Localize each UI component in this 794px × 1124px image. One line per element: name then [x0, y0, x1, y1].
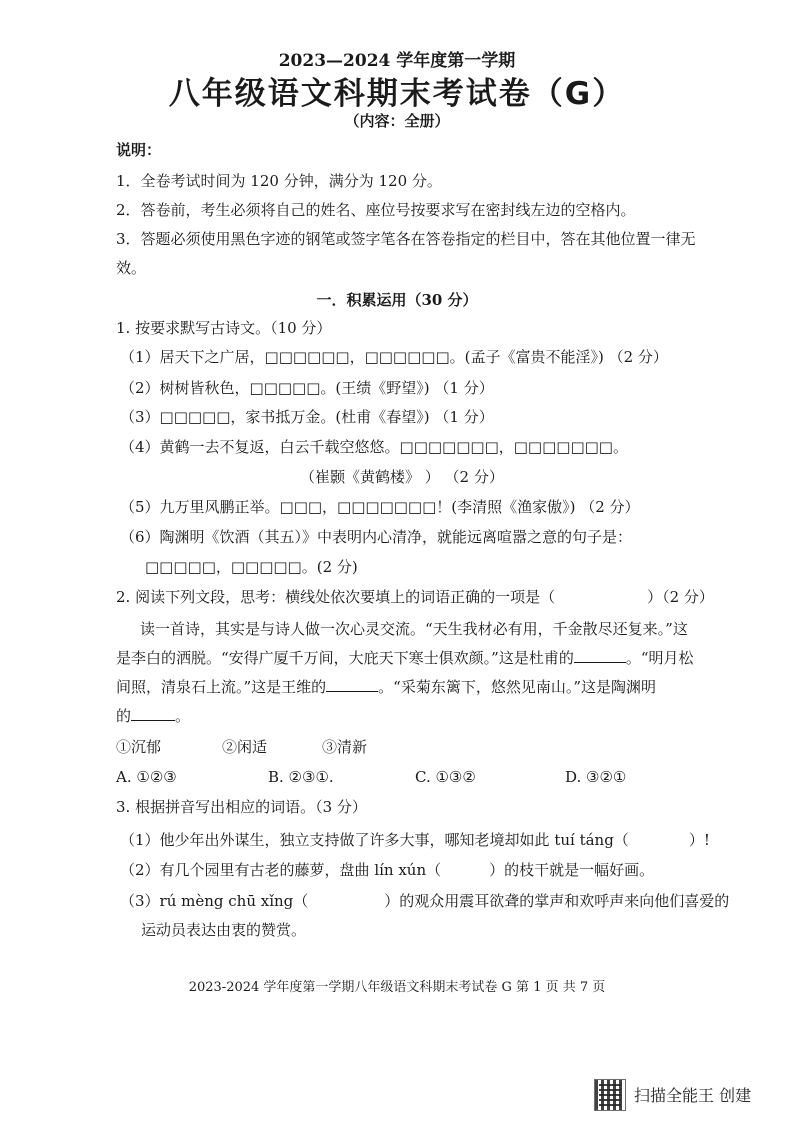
fill-blank[interactable] [131, 706, 175, 721]
passage-line [116, 677, 656, 697]
word-choice: ③清新 [322, 738, 368, 756]
scanner-watermark [594, 1079, 784, 1111]
question-3-title: 3. 根据拼音写出相应的词语。（3 分） [116, 798, 367, 816]
q2-title-before: 2. 阅读下列文段，思考：横线处依次要填上的词语正确的一项是（ [116, 588, 556, 606]
question-2-title [116, 587, 714, 607]
q3-text: ）的枝干就是一幅好画。 [489, 861, 655, 879]
passage-text: 。“明月松 [625, 649, 694, 667]
q3-text: ）的观众用震耳欲聋的掌声和欢呼声来向他们喜爱的 [384, 892, 730, 910]
passage-text: 是李白的洒脱。“安得广厦千万间，大庇天下寒士俱欢颜。”这是杜甫的 [116, 649, 574, 667]
instruction-item: 效。 [116, 259, 147, 277]
q3-item-3 [120, 891, 729, 911]
passage-text: 。 [175, 707, 191, 725]
instruction-item: 3．答题必须使用黑色字迹的钢笔或签字笔各在答卷指定的栏目中，答在其他位置一律无 [116, 230, 696, 248]
q1-line: （崔颢《黄鹤楼》 ） （2 分） [300, 468, 504, 486]
option-d[interactable]: D. ③②① [565, 768, 627, 786]
fill-blank[interactable] [574, 648, 626, 663]
section-title: 一．积累运用（30 分） [316, 291, 478, 309]
qr-code-icon [594, 1079, 626, 1111]
passage-text: 间照，清泉石上流。”这是王维的 [116, 678, 327, 696]
q2-title-after: ）（2 分） [647, 588, 714, 606]
instruction-item: 2．答卷前，考生必须将自己的姓名、座位号按要求写在密封线左边的空格内。 [116, 201, 636, 219]
passage-text: 。“采菊东篱下，悠然见南山。”这是陶渊明 [378, 678, 657, 696]
school-year: 2023—2024 学年度第一学期 [278, 51, 516, 71]
q1-line: （4）黄鹤一去不复返，白云千载空悠悠。□□□□□□□，□□□□□□□。 [120, 438, 628, 456]
option-b[interactable]: B. ②③①. [268, 768, 334, 786]
q3-item-3-cont: 运动员表达由衷的赞赏。 [141, 921, 307, 939]
passage-line: 读一首诗，其实是与诗人做一次心灵交流。“天生我材必有用，千金散尽还复来。”这 [140, 620, 688, 638]
passage-line [116, 648, 694, 668]
option-a[interactable]: A. ①②③ [116, 768, 177, 786]
fill-blank[interactable] [326, 677, 378, 692]
word-choice: ②闲适 [222, 738, 268, 756]
q3-item-1 [120, 830, 710, 850]
passage-text: 的 [116, 707, 132, 725]
q3-item-2 [120, 860, 654, 880]
page-title: 八年级语文科期末考试卷（G） [168, 76, 626, 112]
q3-text: （1）他少年出外谋生，独立支持做了许多大事，哪知老境却如此 tuí táng（ [120, 831, 629, 849]
q1-line: （1）居天下之广居，□□□□□□，□□□□□□。(孟子《富贵不能淫》) （2 分） [120, 348, 668, 366]
question-1-title: 1. 按要求默写古诗文。（10 分） [116, 319, 332, 337]
q1-line: （3）□□□□□，家书抵万金。(杜甫《春望》) （1 分） [120, 408, 494, 426]
word-choice: ①沉郁 [116, 738, 162, 756]
option-c[interactable]: C. ①③② [415, 768, 476, 786]
page-footer: 2023-2024 学年度第一学期八年级语文科期末考试卷 G 第 1 页 共 7 页 [188, 980, 606, 995]
q3-text: （3）rú mèng chū xǐng（ [120, 892, 309, 910]
content-note: （内容：全册） [344, 112, 450, 130]
q1-line: （6）陶渊明《饮酒（其五）》中表明内心清净，就能远离喧嚣之意的句子是： [120, 528, 633, 546]
watermark-text: 扫描全能王 创建 [634, 1086, 752, 1105]
q1-line: （5）九万里风鹏正举。□□□，□□□□□□□！(李清照《渔家傲》) （2 分） [120, 498, 640, 516]
instruction-item: 1．全卷考试时间为 120 分钟，满分为 120 分。 [116, 172, 442, 190]
instructions-label: 说明： [116, 141, 162, 159]
passage-line [116, 706, 190, 726]
q3-text: ）! [688, 831, 710, 849]
q1-line: （2）树树皆秋色，□□□□□。(王绩《野望》) （1 分） [120, 379, 494, 397]
q3-text: （2）有几个园里有古老的藤萝，盘曲 lín xún（ [120, 861, 442, 879]
q1-line: □□□□□，□□□□□。(2 分) [145, 558, 358, 576]
